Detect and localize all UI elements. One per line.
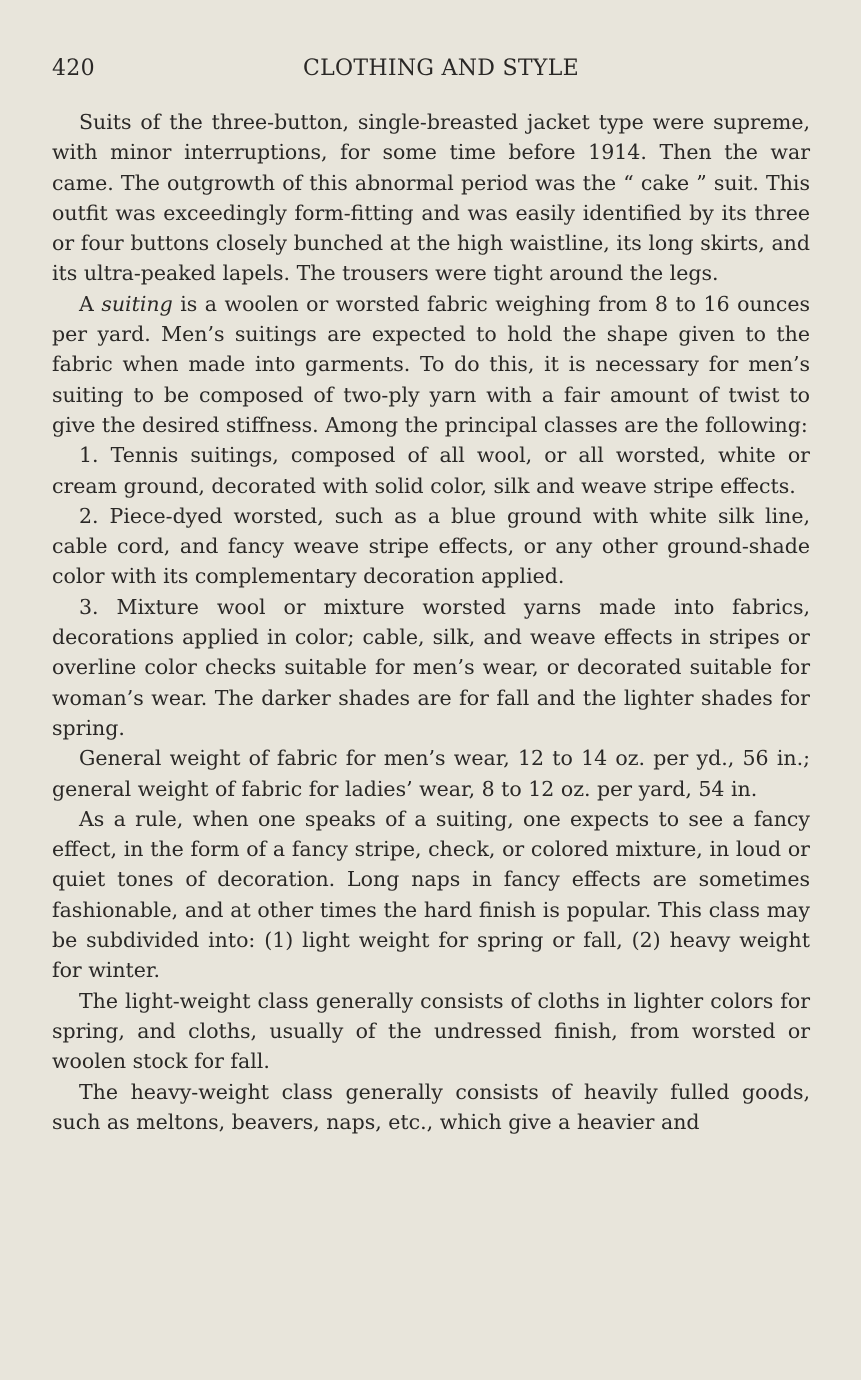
list-item-mixture-wool: 3. Mixture wool or mixture worsted yarns made into fabrics, decorations applied in color; cable, silk, and weave effects in stripes or overline color checks suitable for men’s wear, or decorated suitable for woman’s wear. The darker shades are for fall and the lighter shades for spring. xyxy=(52,594,810,740)
paragraph-suiting-definition xyxy=(52,289,810,440)
term-suiting: suiting xyxy=(101,291,173,316)
page-number: 420 xyxy=(52,56,95,81)
list-item-piece-dyed-worsted: 2. Piece-dyed worsted, such as a blue ground with white silk line, cable cord, and fancy weave stripe effects, or any other ground-shade color with its complementary decoration applied. xyxy=(52,503,810,589)
running-title: CLOTHING AND STYLE xyxy=(303,56,579,81)
paragraph-fancy-effect: As a rule, when one speaks of a suiting, one expects to see a fancy effect, in the form of a fancy stripe, check, or colored mixture, in loud or quiet tones of decoration. Long naps in fancy effects are sometimes fashionable, and at other times the hard finish is popular. This class may be subdivided into: (1) light weight for spring or fall, (2) heavy weight for winter. xyxy=(52,806,810,983)
paragraph-cake-suit: Suits of the three-button, single-breasted jacket type were supreme, with minor interruptions, for some time before 1914. Then the war came. The outgrowth of this abnormal period was the “ cake ” suit. This outfit was exceedingly form-fitting and was easily identified by its three or four buttons closely bunched at the high waistline, its long skirts, and its ultra-peaked lapels. The trousers were tight around the legs. xyxy=(52,110,810,286)
paragraph-heavy-weight-class: The heavy-weight class generally consists of heavily fulled goods, such as meltons, beavers, naps, etc., which give a heavier and xyxy=(52,1079,810,1134)
list-item-tennis-suitings: 1. Tennis suitings, composed of all wool, or all worsted, white or cream ground, decorated with solid color, silk and weave stripe effects. xyxy=(52,443,810,498)
paragraph-lead: A xyxy=(79,291,102,316)
body-text xyxy=(52,107,810,1137)
running-head xyxy=(52,56,810,88)
paragraph-light-weight-class: The light-weight class generally consists of cloths in lighter colors for spring, and cloths, usually of the undressed finish, from worsted or woolen stock for fall. xyxy=(52,988,810,1074)
paragraph-general-weight: General weight of fabric for men’s wear, 12 to 14 oz. per yd., 56 in.; general weight of fabric for ladies’ wear, 8 to 12 oz. per yard, 54 in. xyxy=(52,746,810,801)
paragraph-body: is a woolen or worsted fabric weighing from 8 to 16 ounces per yard. Men’s suitings are expected to hold the shape given to the fabric when made into garments. To do this, it is necessary for men’s suiting to be composed of two-ply yarn with a fair amount of twist to give the desired stiffness. Among the principal classes are the following: xyxy=(52,291,810,437)
